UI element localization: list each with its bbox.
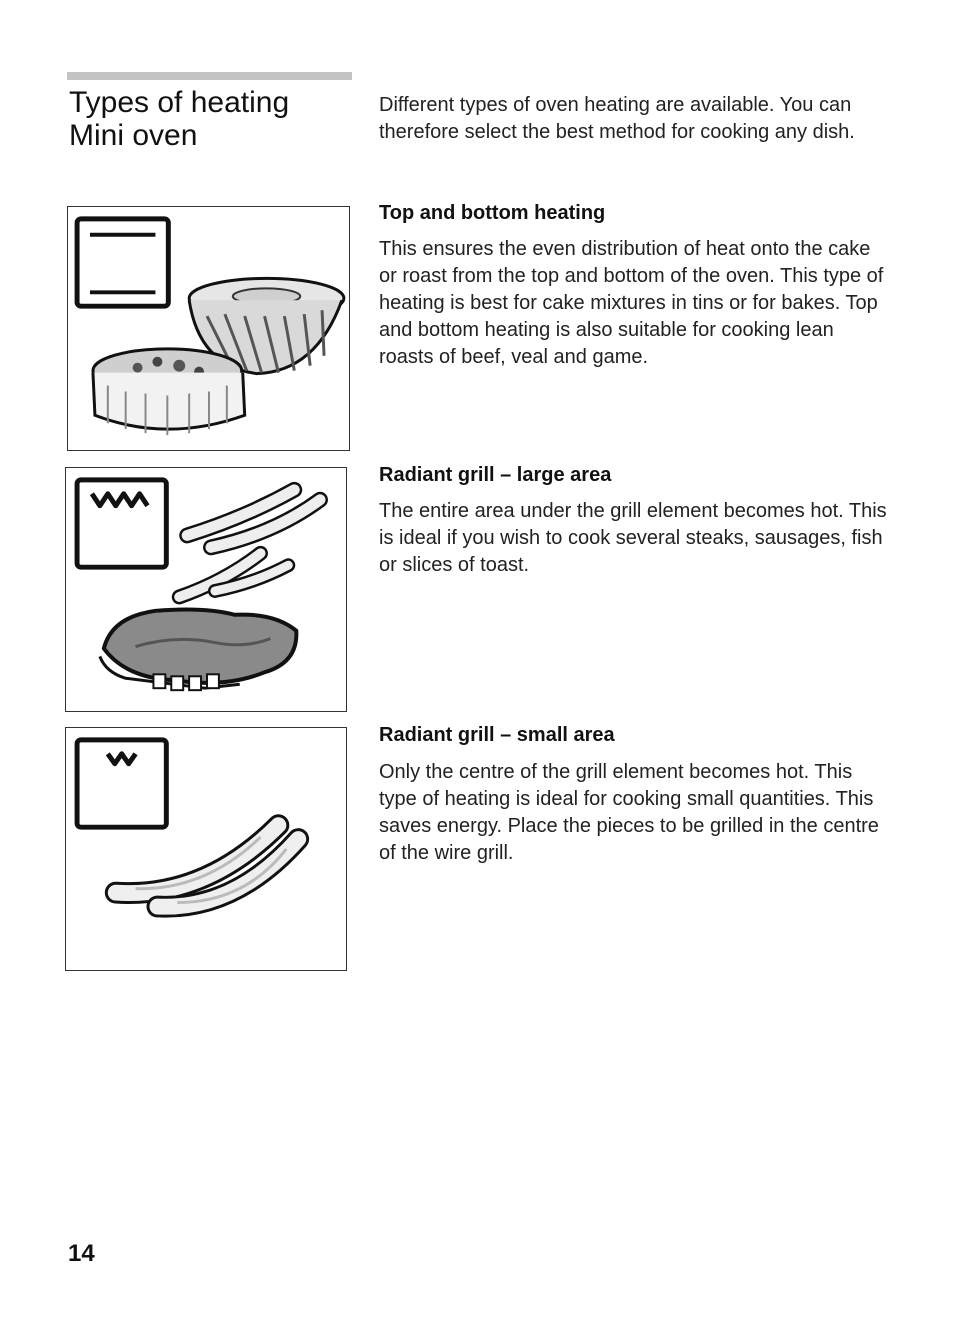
page-number: 14 — [68, 1240, 95, 1267]
section-body-grill-small-area: Only the centre of the grill element becomes hot. This type of heating is ideal for cooking small quantities. This saves energy. Place the pieces to be grilled in the centre of the wire grill. — [379, 761, 879, 864]
grill-large-area-icon — [66, 468, 346, 711]
grill-small-area-icon — [66, 728, 346, 970]
section-body-grill-large-area: The entire area under the grill element becomes hot. This is ideal if you wish to cook several steaks, sausages, fish or slices of toast. — [379, 500, 887, 576]
page-title — [69, 86, 354, 152]
page-title-line-1: Types of heating — [69, 86, 290, 119]
section-title-grill-small-area: Radiant grill – small area — [379, 724, 615, 746]
section-title-grill-large-area: Radiant grill – large area — [379, 464, 612, 486]
page-title-line-2: Mini oven — [69, 119, 198, 152]
top-bottom-heating-illustration — [67, 206, 350, 451]
section-body-top-bottom-heating: This ensures the even distribution of heat onto the cake or roast from the top and bottom of the oven. This type of heating is best for cake mixtures in tins or for bakes. Top and bottom heating is also suitable for cooking lean roasts of beef, veal and game. — [379, 238, 884, 368]
grill-small-area-illustration — [65, 727, 347, 971]
intro-text: Different types of oven heating are available. You can therefore select the best method for cooking any dish. — [379, 94, 855, 143]
grill-large-area-illustration — [65, 467, 347, 712]
top-bottom-heating-icon — [68, 207, 349, 450]
header-rule — [67, 72, 352, 80]
section-title-top-bottom-heating: Top and bottom heating — [379, 202, 606, 224]
